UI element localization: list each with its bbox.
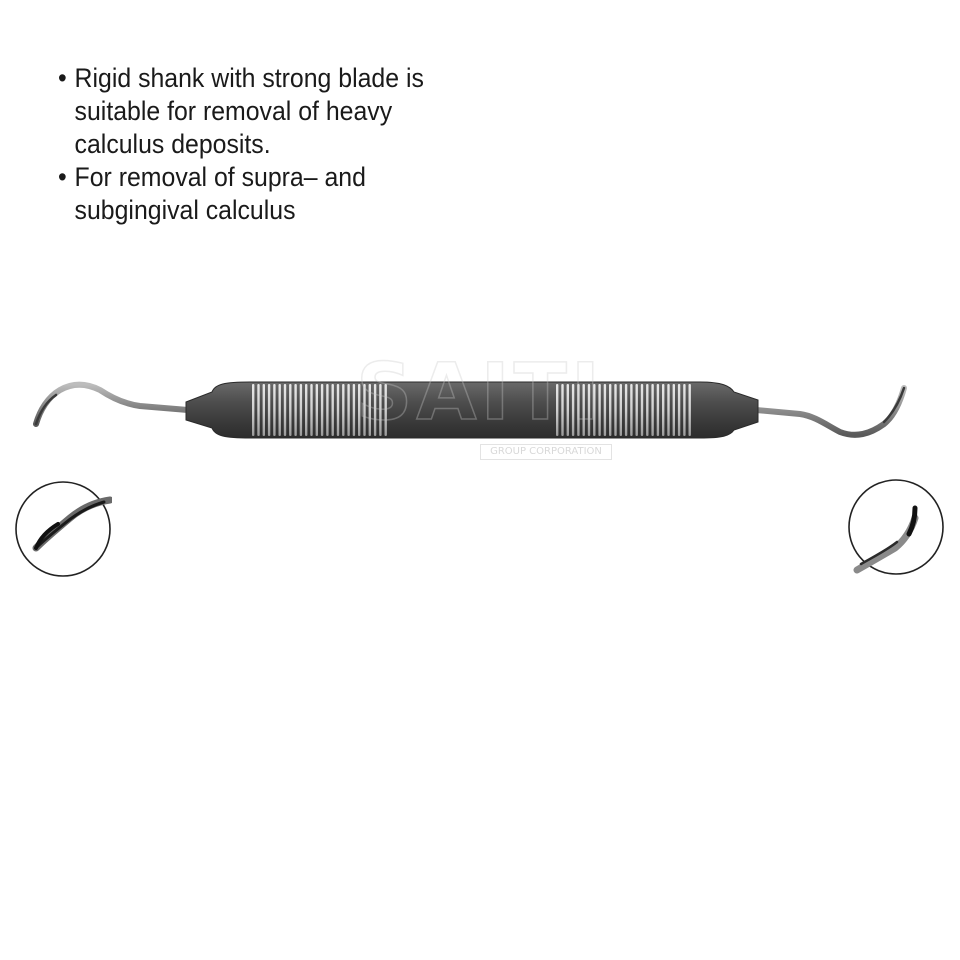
- grip-ring: [556, 384, 558, 436]
- feature-line: For removal of supra– and: [74, 162, 366, 192]
- grip-ring: [630, 384, 632, 436]
- grip-ring: [374, 384, 376, 436]
- grip-ring: [332, 384, 334, 436]
- grip-ring: [347, 384, 349, 436]
- grip-ring: [620, 384, 622, 436]
- grip-ring: [577, 384, 579, 436]
- grip-ring: [279, 384, 281, 436]
- grip-ring: [567, 384, 569, 436]
- grip-ring: [257, 384, 259, 436]
- grip-ring: [369, 384, 371, 436]
- grip-ring: [385, 384, 387, 436]
- watermark-subtitle: GROUP CORPORATION: [480, 444, 612, 460]
- grip-ring: [588, 384, 590, 436]
- feature-line: calculus deposits.: [74, 129, 271, 159]
- grip-ring: [609, 384, 611, 436]
- grip-ring: [353, 384, 355, 436]
- grip-ring: [583, 384, 585, 436]
- scaler-tip-detail-left-icon: [14, 480, 112, 578]
- grip-ring: [300, 384, 302, 436]
- grip-ring: [273, 384, 275, 436]
- grip-ring: [561, 384, 563, 436]
- grip-ring: [593, 384, 595, 436]
- grip-ring: [326, 384, 328, 436]
- grip-ring: [284, 384, 286, 436]
- grip-ring: [358, 384, 360, 436]
- grip-ring: [321, 384, 323, 436]
- grip-ring: [683, 384, 685, 436]
- grip-ring: [651, 384, 653, 436]
- grip-ring: [305, 384, 307, 436]
- grip-ring: [657, 384, 659, 436]
- feature-item: [58, 161, 500, 227]
- grip-ring: [646, 384, 648, 436]
- feature-list: [58, 62, 500, 227]
- grip-ring: [673, 384, 675, 436]
- bullet-dot: •: [58, 63, 67, 93]
- handle: [186, 382, 758, 438]
- grip-ring: [310, 384, 312, 436]
- grip-ring: [662, 384, 664, 436]
- grip-ring: [689, 384, 691, 436]
- grip-ring: [604, 384, 606, 436]
- grip-ring: [667, 384, 669, 436]
- grip-ring: [598, 384, 600, 436]
- grip-ring: [678, 384, 680, 436]
- grip-ring: [294, 384, 296, 436]
- grip-ring: [268, 384, 270, 436]
- grip-ring: [641, 384, 643, 436]
- feature-line: Rigid shank with strong blade is: [74, 63, 424, 93]
- grip-ring: [625, 384, 627, 436]
- grip-ring: [379, 384, 381, 436]
- scaler-tip-detail-right-icon: [847, 478, 945, 576]
- right-working-end: [756, 388, 904, 435]
- left-working-end: [36, 385, 188, 424]
- grip-ring: [363, 384, 365, 436]
- grip-ring: [614, 384, 616, 436]
- grip-ring: [263, 384, 265, 436]
- grip-ring: [337, 384, 339, 436]
- feature-item: [58, 62, 500, 161]
- bullet-dot: •: [58, 162, 67, 192]
- grip-ring: [252, 384, 254, 436]
- grip-ring: [636, 384, 638, 436]
- feature-line: suitable for removal of heavy: [74, 96, 393, 126]
- grip-ring: [572, 384, 574, 436]
- feature-line: subgingival calculus: [74, 195, 296, 225]
- grip-ring: [289, 384, 291, 436]
- grip-ring: [316, 384, 318, 436]
- grip-ring: [342, 384, 344, 436]
- dental-scaler-icon: [0, 340, 960, 480]
